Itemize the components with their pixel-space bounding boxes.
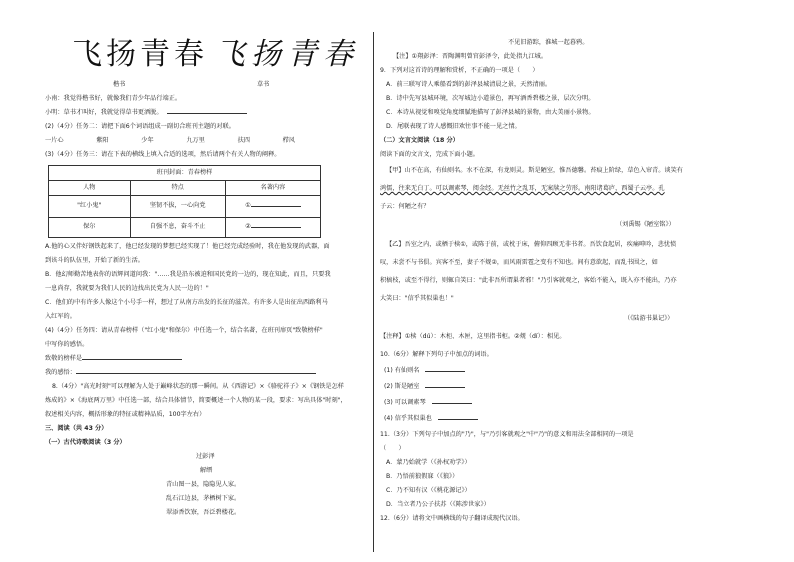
label-caoshu: 草书: [257, 81, 270, 88]
word: 扶四: [237, 137, 250, 144]
answer-blank[interactable]: [251, 206, 301, 207]
answer-blank[interactable]: [425, 387, 465, 388]
table-cell: "红小鬼": [49, 196, 131, 218]
option-a: A.他的心又伴好钢铁起来了，他已经发现的梦想已经实现了！他已经完成经验时，我在他发现的武器，面: [45, 243, 330, 250]
word: 栉风: [282, 137, 295, 144]
q10-item: (2) 斯是陋室: [384, 383, 420, 390]
poem-last-line: 不见旧游踪，淮城一起暮鸦。: [508, 39, 589, 46]
q11-option-d: D．当立者乃公子扶苏（《陈涉世家》）: [386, 501, 490, 508]
title-kaishu: 飞扬青春: [72, 37, 208, 72]
answer-blank[interactable]: [167, 113, 247, 114]
q11: 11.（3分）下列句子中加点的"乃"，与"乃引客就观之"中"乃"的意义和用法全部相同的一项是: [380, 431, 634, 438]
q12: 12.（6分）请将文中画横线的句子翻译成现代汉语。: [380, 515, 524, 522]
answer-blank[interactable]: [82, 359, 182, 360]
text-jia-cont: 鸿儒，往来无白丁。可以调素琴，阅金经。无丝竹之乱耳，无案牍之劳形。南阳诸葛庐，西蜀子云亭。孔: [380, 185, 665, 192]
poem-line: 乱石江边县，茅栖树下家。: [166, 495, 241, 502]
table-title: 班刊封面：青春榜样: [49, 166, 321, 181]
q-ming: 小南：我觉得楷书好，就像我们青少年品行端正。: [45, 95, 182, 102]
table-cell: 保尔: [49, 218, 131, 238]
table-header: 人物: [49, 181, 131, 196]
option-c: C．他们的中有许多人像这个小号手一样，想过了从南方出发的长征的滋苦。有许多人是出征出西路利马: [45, 299, 328, 306]
q8-cont2: 叙述相关内容，概括形象的特征或精神品质，100字左右）: [45, 411, 206, 418]
answer-blank[interactable]: [251, 227, 301, 228]
option-c-cont: 入红军的。: [45, 313, 76, 320]
q2: (2)（4分）任务二：请把下面6个词语组成一副切合班刊主题的对联。: [45, 123, 235, 130]
q11-option-b: B．乃悟前狼假寐（《狼》）: [386, 473, 459, 480]
table-cell: 自强不息，奋斗不止: [130, 218, 225, 238]
q9: 9．下列对这首诗的理解和赏析，不正确的一项是（ ）: [380, 67, 539, 74]
q4-model-label: 致敬的榜样是: [45, 355, 83, 362]
source-jia: （刘禹锡《陋室铭》）: [616, 221, 675, 228]
poem-author: 解缙: [200, 467, 213, 474]
q4-feeling-label: 我的感悟：: [45, 369, 76, 376]
word-list: [45, 138, 295, 144]
text-yi-cont: 叹，未尝不与书俱。宾客不至，妻子不觌②，而风雨雷雹之变有不知也。间有意欲起，而乱书围之，如: [380, 259, 658, 266]
text-yi-end: 大笑曰："信乎其似巢也！": [380, 295, 454, 302]
poem-title: 过彭泽: [196, 453, 215, 460]
q10-item: (1) 有仙则名: [384, 367, 420, 374]
answer-blank[interactable]: [76, 373, 316, 374]
answer-blank[interactable]: [432, 403, 472, 404]
word: 紫阳: [96, 137, 109, 144]
q9-option-b: B．诗中先写县城环境，次写城边小道景色，再写酒香碧楼之景，层次分明。: [386, 95, 595, 102]
answer-blank[interactable]: [425, 371, 465, 372]
q3: (3)（4分）任务三：请在下表的横线上填入合适的选项，然后请两个有关人物的阐释。: [45, 151, 281, 158]
text-jia-end: 子云：何陋之有？: [380, 203, 430, 210]
q4-cont: 中写你的感悟。: [45, 341, 89, 348]
poem-line: 青山图一县，隐隐见人家。: [166, 481, 241, 488]
poem-note: 【注】①翔彭泽：晋陶渊明曾官彭泽令，此处指九江城。: [393, 53, 548, 60]
label-kaishu: 楷书: [113, 81, 126, 88]
column-divider: [373, 32, 374, 552]
table-cell: ②: [245, 223, 251, 231]
reading-intro: 阅读下面的文言文，完成下面小题。: [380, 151, 479, 158]
text-yi-cont2: 积槁枝，或至不得行，则辄自笑曰："此非吾所谓巢者邪！"乃引客就观之，客始不能入，既入亦不能出，乃亦: [380, 277, 677, 284]
q9-option-c: C．本诗从视觉和嗅觉角度细腻地描写了彭泽县城的景物，由大美丽小景物。: [386, 109, 595, 116]
q4: (4)（4分）任务四：请从青春榜样（"红小鬼"和保尔）中任选一个，结合名著，在班刊扉页"致敬榜样": [45, 327, 323, 334]
section-2-heading: （二）文言文阅读（18 分）: [380, 137, 459, 144]
q10-item: (3) 可以调素琴: [384, 399, 426, 406]
table-header: 特点: [130, 181, 225, 196]
q8-cont: 炼成的》×《海底两万里》中任选一部，结合具体情节，简要概述一个人物的某一段，要求：写出具体"时刻"，: [45, 397, 347, 404]
answer-blank[interactable]: [438, 419, 478, 420]
q11-bracket: （ ）: [380, 445, 405, 452]
word: 少年: [141, 137, 154, 144]
role-model-table: [48, 165, 321, 238]
text-jia: 【甲】山不在高，有仙则名。水不在深，有龙则灵。斯是陋室，惟吾德馨。苔痕上阶绿，草色入帘青。谈笑有: [386, 167, 683, 174]
poem-line: 翠添香饮寮，吾泛碧楼花。: [166, 509, 241, 516]
annotation: 【注释】①椟（dú）：木柜、木匣，这里指书柜。②觌（dí）：相见。: [380, 333, 566, 340]
table-cell: 坚韧不拔，一心向党: [130, 196, 225, 218]
table-header: 名著内容: [225, 181, 320, 196]
q9-option-d: D．尾联表现了诗人感慨旧欢往事不能一见之情。: [386, 123, 521, 130]
word: 九万里: [186, 137, 205, 144]
q9-option-a: A．前三联写诗人乘船看到的彭泽县城清晨之景，天然清丽。: [386, 81, 552, 88]
q10: 10.（6分）解释下列句子中加点的词语。: [380, 351, 493, 358]
q8: 8.（4分）"高光时刻"可以理解为人处于巅峰状态的那一瞬间。从《西游记》×《骆驼祥子》×《钢铁是怎样: [52, 383, 344, 390]
table-cell: ①: [245, 202, 251, 210]
title-caoshu: 飞扬青春: [215, 37, 359, 72]
q10-item: (4) 信乎其似巢也: [384, 415, 432, 422]
option-a-cont: 到该斗的队伍里，开始了新的生活。: [45, 257, 144, 264]
q11-option-c: C．乃不知有汉（《桃花源记》）: [386, 487, 471, 494]
section-3-heading: 三、阅读（共 43 分）: [45, 425, 108, 432]
source-yi: （《陆游书巢记》）: [624, 315, 674, 322]
option-b-cont: 一息尚存，我就要为我们人民的边找出民党为人民一边的！": [45, 285, 209, 292]
section-3a-heading: （一）古代诗歌阅读（3 分）: [45, 439, 126, 446]
option-b: B．他幻师勤苦地表你的语辉问道问我："……我是沿东被迫和国民党的一边的，现在知此，而且，只要我: [45, 271, 331, 278]
q-ming2: 小明：草书才叫好，我就觉得草书更洒脱。: [45, 109, 163, 116]
word: 一片心: [45, 137, 64, 144]
text-yi: 【乙】吾室之内，或栖于椟①，或陈于前，或枕于床，俯仰四顾无非书者。吾饮食起居，疾痛呻吟，悲忧愤: [386, 241, 677, 248]
q11-option-a: A．蒙乃始就学（《孙权劝学》）: [386, 459, 471, 466]
